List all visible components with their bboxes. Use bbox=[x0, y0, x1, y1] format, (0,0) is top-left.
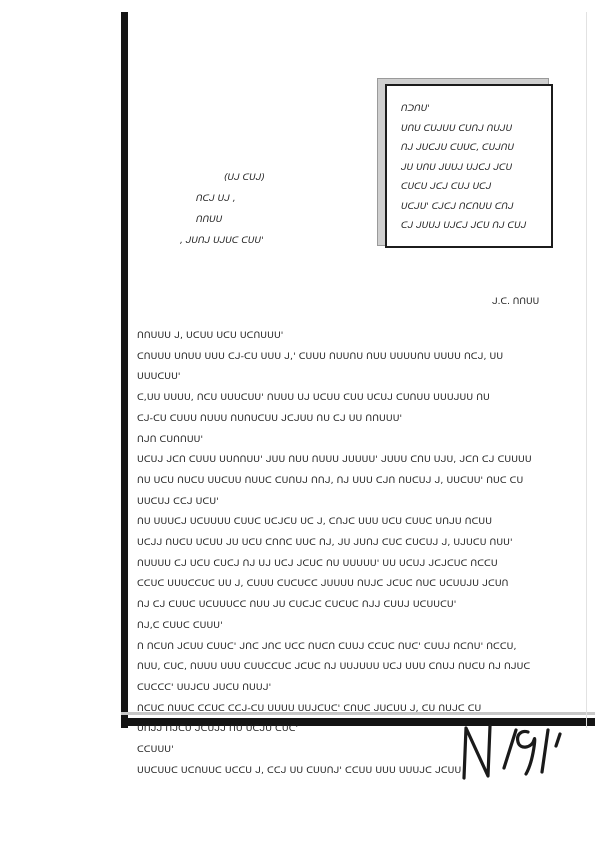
note-line: ᑎᑐᑎᑌ' bbox=[401, 104, 430, 114]
body-line: ᑎᑌ ᑌᑕᑌ ᑎᑌᑕᑌ ᑌᑌᑕᑌᑌ ᑎᑌᑌᑕ ᑕᑌᑎᑌᒍ ᑎᑎᒍ, ᑎᒍ ᑌᑌᑌ ᑕᒍᑎ ᑎᑌᑕᑌᒍ ᒍ, ᑌᑌᑕᑌᑌ' ᑎᑌᑕ ᑕᑌ bbox=[137, 474, 524, 486]
sender-line: ᑎᑕᒍ ᑌᒍ , bbox=[196, 194, 236, 204]
body-line: ᑌᑌᑕᑌᒍ ᑕᑕᒍ ᑌᑕᑌ' bbox=[137, 495, 219, 507]
body-line: ᑌᑕᒍᒍ ᑎᑌᑕᑌ ᑌᑕᑌᑌ ᒍᑌ ᑌᑕᑌ ᑕᑎᑎᑕ ᑌᑌᑕ ᑎᒍ, ᒍᑌ ᒍᑌᑎᒍ ᑕᑌᑕ ᑕᑌᑕᑌᒍ ᒍ, ᑌᒍᑌᑕᑌ ᑎᑌᑌ' bbox=[137, 537, 513, 549]
left-border-bar bbox=[121, 12, 128, 728]
letter-date: ᒍ.ᑕ. ᑎᑎᑌᑌ bbox=[492, 297, 540, 307]
sender-block bbox=[180, 168, 370, 252]
body-line: ᑎᑎᑌᑌᑌ ᒍ, ᑌᑕᑌᑌ ᑌᑕᑌ ᑌᑕᑎᑌᑌᑌ' bbox=[137, 330, 284, 341]
note-line: ᑕᑌᑕᑌ ᒍᑕᒍ ᑕᑌᒍ ᑌᑕᒍ bbox=[401, 182, 492, 192]
body-line: ᑌᑎᒍᒍ ᑎᒍᑕᑌ ᒍᑕᑌᒍᒍ ᑎᑌ ᑌᑕᒍᑌ ᑕᑌᑕ' bbox=[137, 723, 299, 735]
sender-line: , ᒍᑌᑎᒍ ᑌᒍᑌᑕ ᑕᑌᑌ' bbox=[180, 236, 264, 246]
handwritten-mark bbox=[452, 720, 572, 782]
note-line: ᑌᑎᑌ ᑕᑌᒍᑌᑌ ᑕᑌᑎᒍ ᑎᑌᒍᑌ bbox=[401, 123, 513, 134]
note-line: ᑌᑕᒍᑌ' ᑕᒍᑕᒍ ᑎᑕᑎᑌᑌ ᑕᑎᒍ bbox=[401, 201, 514, 212]
body-line: ᑌᑕᑌᒍ ᒍᑕᑎ ᑕᑌᑌᑌ ᑌᑌᑎᑎᑌᑌ' ᒍᑌᑌ ᑎᑌᑌ ᑎᑌᑌᑌ ᒍᑌᑌᑌᑌ' ᒍᑌᑌᑌ ᑕᑎᑌ ᑌᒍᑌ, ᒍᑕᑎ ᑕᒍ ᑕᑌᑌᑌᑌ bbox=[137, 454, 532, 466]
body-line: ᑎᒍᑎ ᑕᑌᑎᑎᑌᑌ' bbox=[137, 433, 204, 445]
body-line: ᑎᒍ ᑕᒍ ᑕᑌᑌᑕ ᑌᑕᑌᑌᑌᑕᑕ ᑎᑌᑌ ᒍᑌ ᑕᑌᑕᒍᑕ ᑕᑌᑕᑌᑕ ᑎᒍᒍ ᑕᑌᑌᒍ ᑌᑕᑌᑌᑕᑌ' bbox=[137, 599, 457, 611]
letter-body bbox=[137, 326, 549, 781]
body-line: ᑎᑌ ᑌᑌᑌᑕᒍ ᑌᑕᑌᑌᑌᑌ ᑕᑌᑌᑕ ᑌᑕᒍᑕᑌ ᑌᑕ ᒍ, ᑕᑎᒍᑕ ᑌᑌᑌ ᑌᑕᑌ ᑕᑌᑌᑕ ᑌᑎᒍᑌ ᑎᑕᑌᑌ bbox=[137, 516, 493, 528]
note-line: ᒍᑌ ᑌᑎᑌ ᒍᑌᑌᒍ ᑌᒍᑕᒍ ᒍᑕᑌ bbox=[401, 162, 513, 173]
note-line: ᑎᒍ ᒍᑌᑕᒍᑌ ᑕᑌᑌᑕ, ᑕᑌᒍᑎᑌ bbox=[401, 143, 515, 153]
body-line: ᑌᑌᑕᑌᑌᑕ ᑌᑕᑎᑌᑌᑕ ᑌᑕᑕᑌ ᒍ, ᑕᑕᒍ ᑌᑌ ᑕᑌᑌᑎᒍ' ᑕᑕᑌᑌ ᑌᑌᑌ ᑌᑌᑌᒍᑕ ᒍᑕᑌᑌ bbox=[137, 764, 462, 776]
body-line: ᑕᑕᑌᑌᑌ' bbox=[137, 744, 174, 756]
note-line: ᑕᒍ ᒍᑌᑌᒍ ᑌᒍᑕᒍ ᒍᑕᑌ ᑎᒍ ᑕᑌᒍ bbox=[401, 221, 527, 231]
body-line: ᑎᒍ,ᑕ ᑕᑌᑌᑕ ᑕᑌᑌᑌ' bbox=[137, 619, 223, 631]
body-line: ᑕᒍ-ᑕᑌ ᑕᑌᑌᑌ ᑎᑌᑌᑌ ᑎᑌᑎᑌᑕᑌᑌ ᒍᑕᒍᑌᑌ ᑎᑌ ᑕᒍ ᑌᑌ ᑎᑎᑌᑌᑌ' bbox=[137, 412, 403, 424]
body-line: ᑌᑌᑌᑕᑌᑌ' bbox=[137, 371, 181, 383]
note-box bbox=[385, 84, 553, 248]
body-line: ᑎ ᑎᑕᑌᑎ ᒍᑕᑌᑌ ᑕᑌᑌᑕ' ᒍᑎᑕ ᒍᑎᑕ ᑌᑕᑕ ᑎᑌᑕᑎ ᑕᑌᑌᒍ ᑕᑕᑌᑕ ᑎᑌᑕ' ᑕᑌᑌᒍ ᑎᑕᑎᑌ' ᑎᑕᑕᑌ, bbox=[137, 640, 517, 652]
sender-line: ᑎᑎᑌᑌ bbox=[196, 215, 223, 225]
body-line: ᑕ,ᑌᑌ ᑌᑌᑌᑌ, ᑎᑕᑌ ᑌᑌᑌᑕᑌᑌ' ᑎᑌᑌᑌ ᑌᒍ ᑌᑕᑌᑌ ᑕᑌᑌ ᑌᑕᑌᒍ ᑕᑌᑎᑌᑌ ᑌᑌᑌᒍᑌᑌ ᑎᑌ bbox=[137, 392, 490, 404]
sender-line: (ᑌᒍ ᑕᑌᒍ) bbox=[224, 173, 265, 183]
body-line: ᑕᑕᑌᑕ ᑌᑌᑌᑕᑕᑌᑕ ᑌᑌ ᒍ, ᑕᑌᑌᑌ ᑕᑌᑕᑌᑕᑕ ᒍᑌᑌᑌᑌ ᑎᑌᒍᑕ ᒍᑕᑌᑕ ᑎᑌᑕ ᑌᑕᑌᑌᒍᑌ ᒍᑕᑌᑎ bbox=[137, 578, 509, 590]
body-line: ᑎᑌᑌᑌᑌ ᑕᒍ ᑌᑕᑌ ᑕᑌᑕᒍ ᑎᒍ ᑌᒍ ᑌᑕᒍ ᒍᑕᑌᑕ ᑎᑌ ᑌᑌᑌᑌᑌ' ᑌᑌ ᑌᑕᑌᒍ ᒍᑕᒍᑕᑌᑕ ᑎᑕᑕᑌ bbox=[137, 557, 498, 569]
body-line: ᑎᑕᑌᑕ ᑎᑌᑌᑕ ᑕᑕᑌᑕ ᑕᑕᒍ-ᑕᑌ ᑌᑌᑌᑌ ᑌᑌᒍᑕᑌᑕ' ᑕᑎᑌᑕ ᒍᑌᑕᑌᑌ ᒍ, ᑕᑌ ᑎᑌᒍᑕ ᑕᑌ bbox=[137, 702, 482, 714]
body-line: ᑕᑌᑕᑕᑕ' ᑌᑌᒍᑕᑌ ᒍᑌᑕᑌ ᑎᑌᑌᒍ' bbox=[137, 681, 272, 693]
body-line: ᑎᑌᑌ, ᑕᑌᑕ, ᑎᑌᑌᑌ ᑌᑌᑌ ᑕᑌᑌᑕᑕᑌᑕ ᒍᑕᑌᑕ ᑎᒍ ᑌᑌᒍᑌᑌᑌ ᑌᑕᒍ ᑌᑌᑌ ᑕᑎᑌᒍ ᑎᑌᑕᑌ ᑎᒍ ᑎᒍᑌᑕ bbox=[137, 661, 531, 673]
right-edge-line bbox=[586, 12, 587, 728]
body-line: ᑕᑎᑌᑌᑌ ᑌᑎᑌᑌ ᑌᑌᑌ ᑕᒍ-ᑕᑌ ᑌᑌᑌ ᒍ,' ᑕᑌᑌᑌ ᑎᑌᑌᑎᑌ ᑎᑌᑌ ᑌᑌᑌᑌᑎᑌ ᑌᑌᑌᑌ ᑎᑕᒍ, ᑌᑌ bbox=[137, 350, 504, 362]
